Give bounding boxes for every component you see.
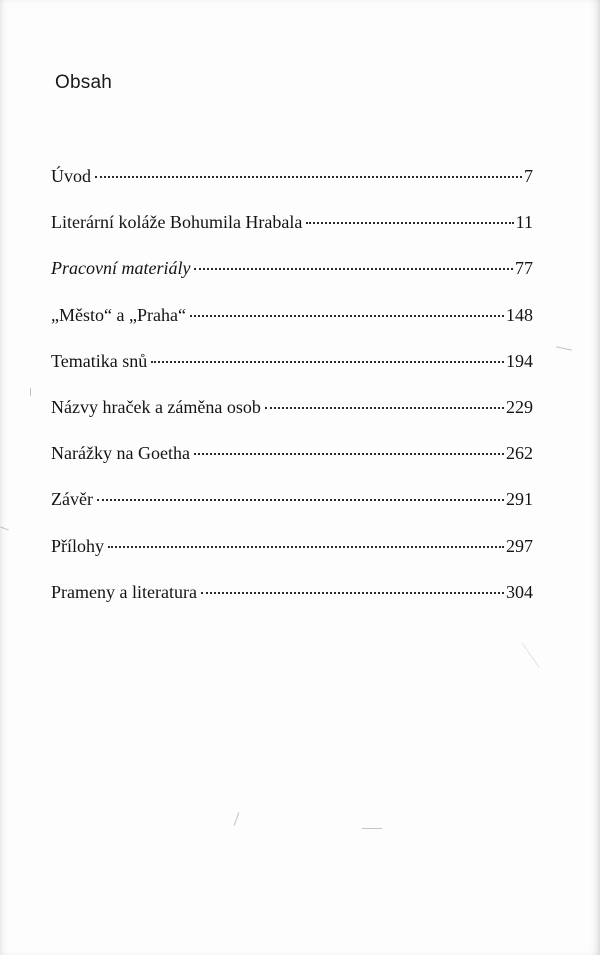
scan-speck — [521, 642, 539, 667]
toc-entry-title: Tematika snů — [51, 350, 148, 371]
toc-entry-title: Pracovní materiály — [51, 258, 191, 279]
toc-entry-uvod — [51, 166, 533, 212]
toc-entry-tematika-snu — [51, 351, 533, 397]
toc-entry-page: 262 — [506, 443, 533, 464]
scan-speck — [0, 526, 9, 530]
dot-leader — [201, 592, 504, 594]
toc-entry-title: Závěr — [51, 489, 93, 510]
toc-entry-title: Přílohy — [51, 535, 105, 556]
dot-leader — [151, 361, 504, 363]
dot-leader — [194, 453, 504, 455]
toc-entry-pracovni-materialy — [51, 258, 533, 304]
toc-entry-prilohy — [51, 536, 533, 582]
dot-leader — [95, 176, 522, 178]
dot-leader — [194, 268, 513, 270]
toc-entry-page: 291 — [506, 489, 533, 510]
toc-entry-page: 7 — [524, 166, 533, 186]
toc-entry-page: 11 — [515, 212, 533, 233]
toc-entry-narazky-na-goetha — [51, 443, 533, 489]
dot-leader — [108, 546, 504, 548]
toc-entry-title: Narážky na Goetha — [51, 443, 190, 464]
toc-entry-nazvy-hracek — [51, 397, 533, 443]
toc-entry-page: 297 — [506, 535, 533, 556]
toc-entry-title: Názvy hraček a záměna osob — [51, 396, 261, 417]
toc-entry-prameny — [51, 582, 533, 628]
toc-entry-zaver — [51, 489, 533, 535]
table-of-contents — [51, 166, 533, 628]
dot-leader — [97, 499, 504, 501]
toc-entry-title: Literární koláže Bohumila Hrabala — [51, 212, 303, 233]
scan-speck — [362, 828, 382, 829]
toc-entry-page: 194 — [506, 350, 533, 371]
scan-speck — [234, 812, 240, 825]
dot-leader — [190, 315, 504, 317]
toc-entry-page: 77 — [515, 258, 533, 279]
dot-leader — [265, 407, 504, 409]
scan-speck — [30, 388, 31, 396]
toc-entry-literarni-kolaze — [51, 212, 533, 258]
toc-entry-page: 304 — [506, 581, 533, 602]
toc-entry-title: „Město“ a „Praha“ — [51, 304, 186, 325]
toc-entry-page: 148 — [506, 304, 533, 325]
contents-heading: Obsah — [55, 72, 112, 93]
toc-entry-page: 229 — [506, 396, 533, 417]
scan-speck — [556, 346, 572, 350]
toc-entry-mesto-praha — [51, 305, 533, 351]
toc-entry-title: Úvod — [51, 166, 91, 186]
dot-leader — [306, 222, 513, 224]
toc-entry-title: Prameny a literatura — [51, 581, 197, 602]
